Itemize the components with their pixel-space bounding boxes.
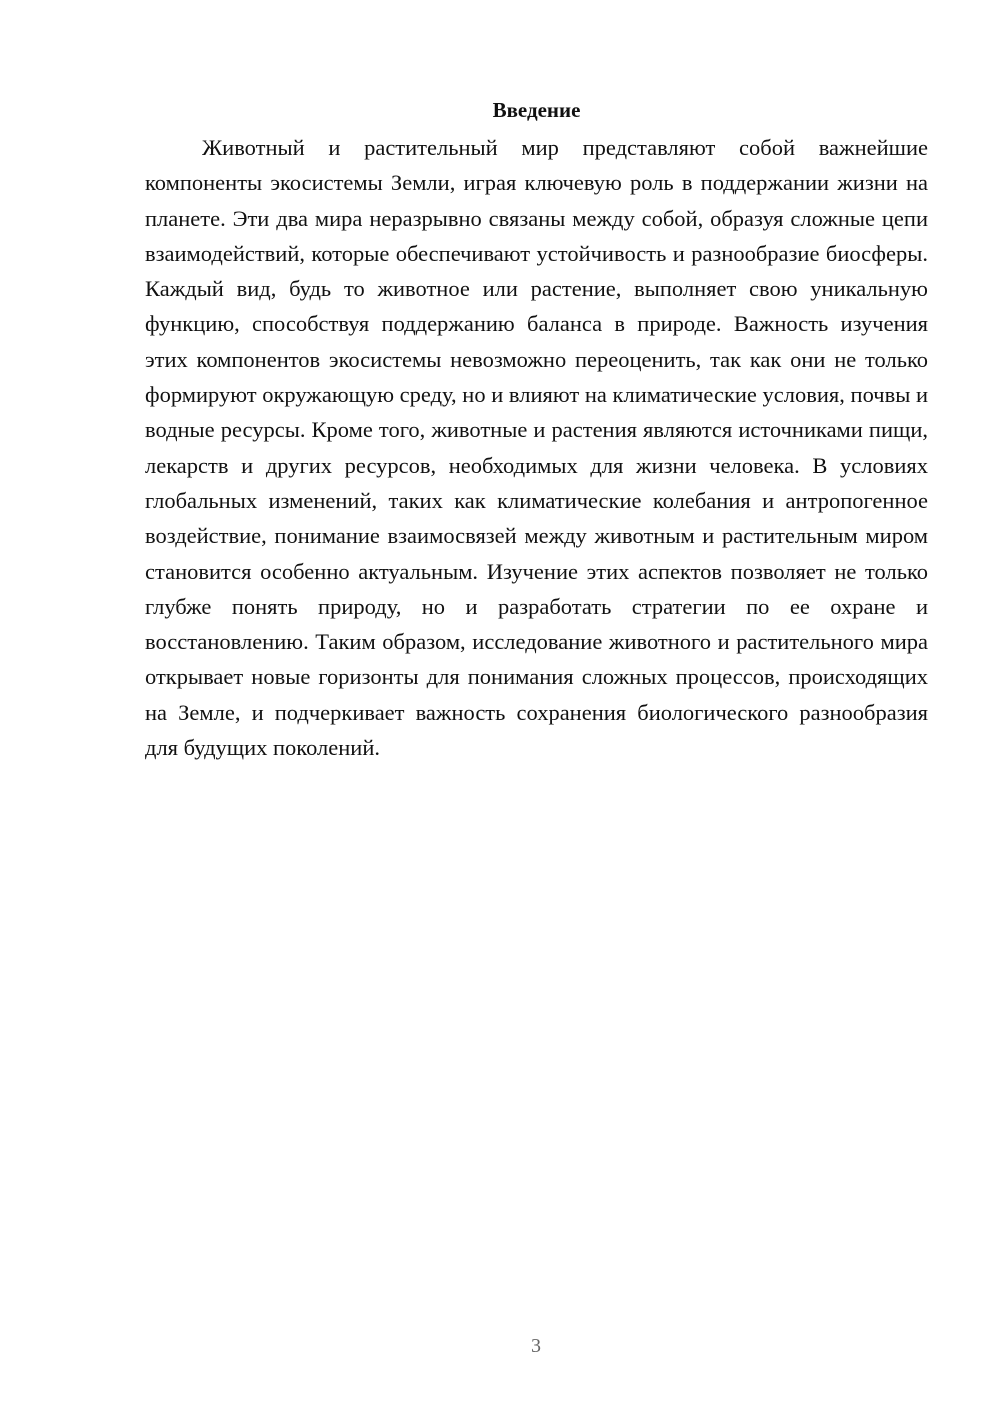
page-content (145, 92, 928, 765)
body-paragraph: Животный и растительный мир представляют собой важнейшие компоненты экосистемы Земли, играя ключевую роль в поддержании жизни на планете. Эти два мира неразрывно связаны между собой, образуя сложные цепи взаимодействий, которые обеспечивают устойчивость и разнообразие биосферы. Каждый вид, будь то животное или растение, выполняет свою уникальную функцию, способствуя поддержанию баланса в природе. Важность изучения этих компонентов экосистемы невозможно переоценить, так как они не только формируют окружающую среду, но и влияют на климатические условия, почвы и водные ресурсы. Кроме того, животные и растения являются источниками пищи, лекарств и других ресурсов, необходимых для жизни человека. В условиях глобальных изменений, таких как климатические колебания и антропогенное воздействие, понимание взаимосвязей между животным и растительным миром становится особенно актуальным. Изучение этих аспектов позволяет не только глубже понять природу, но и разработать стратегии по ее охране и восстановлению. Таким образом, исследование животного и растительного мира открывает новые горизонты для понимания сложных процессов, происходящих на Земле, и подчеркивает важность сохранения биологического разнообразия для будущих поколений. (145, 135, 928, 761)
section-heading: Введение (492, 98, 581, 122)
page-number: 3 (531, 1335, 541, 1357)
